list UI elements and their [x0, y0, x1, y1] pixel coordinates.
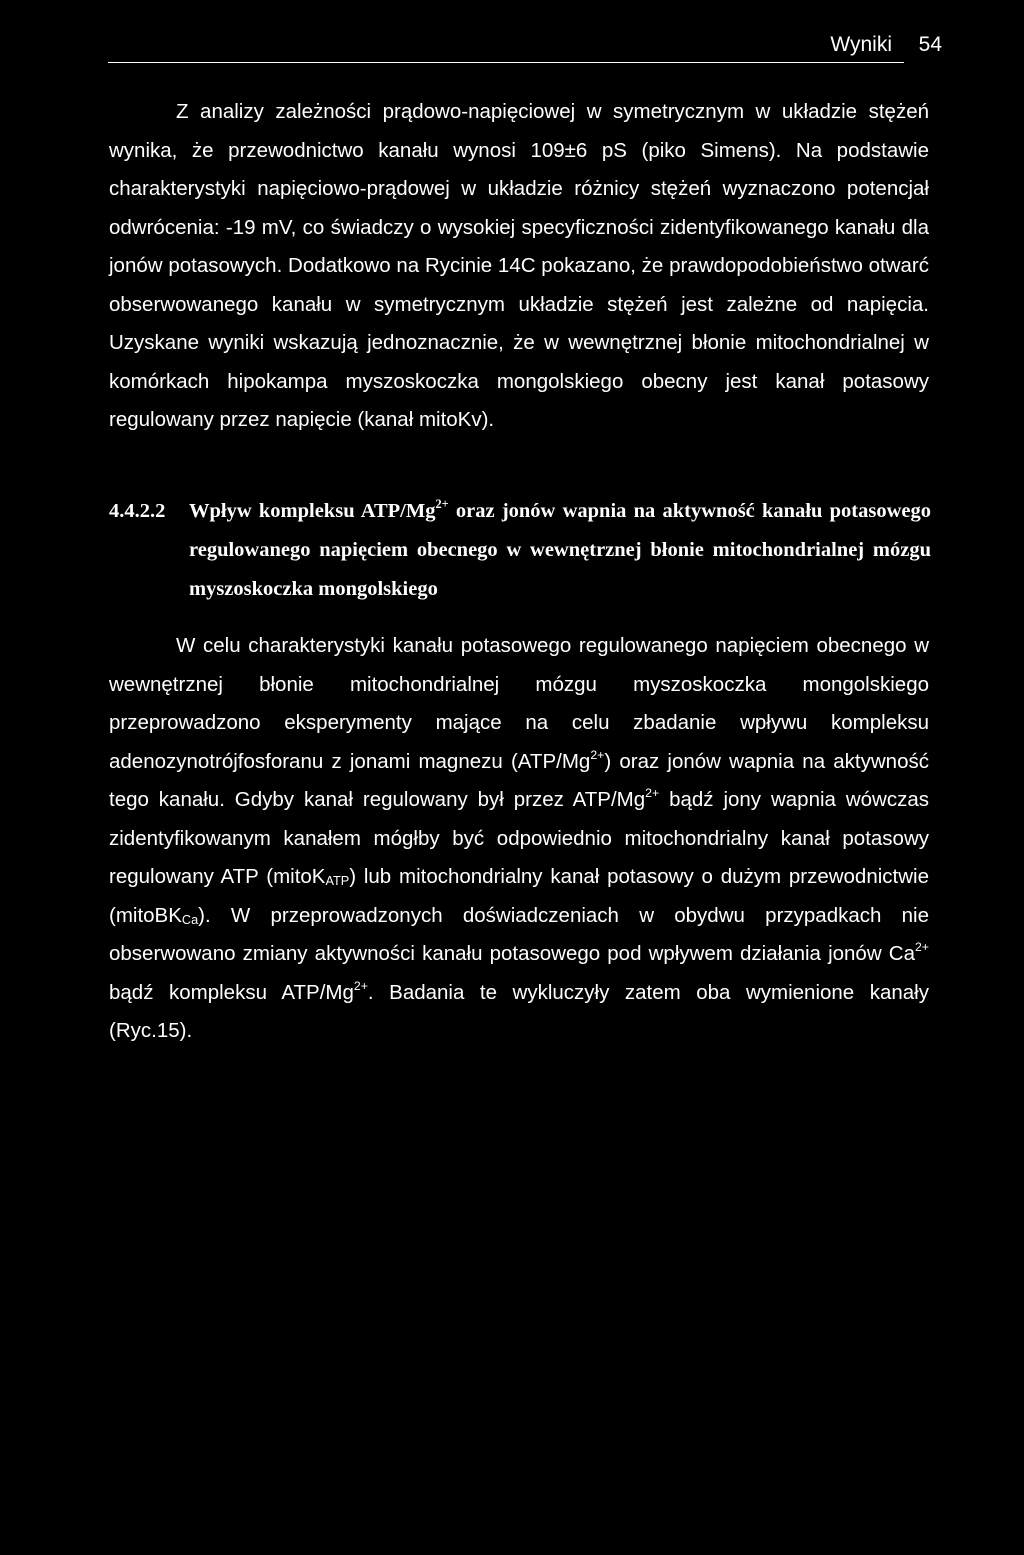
page-number: 54	[918, 33, 942, 56]
running-header-section: Wyniki	[830, 33, 892, 56]
section-heading	[109, 492, 931, 609]
body-paragraph-results: Z analizy zależności prądowo-napięciowej w symetrycznym w układzie stężeń wynika, że przewodnictwo kanału wynosi 109±6 pS (piko Simens). Na podstawie charakterystyki napięciowo-prądowej w układzie różnicy stężeń wyznaczono potencjał odwrócenia: -19 mV, co świadczy o wysokiej specyficzności zidentyfikowanego kanału dla jonów potasowych. Dodatkowo na Rycinie 14C pokazano, że prawdopodobieństwo otwarć obserwowanego kanału w symetrycznym układzie stężeń jest zależne od napięcia. Uzyskane wyniki wskazują jednoznacznie, że w wewnętrznej błonie mitochondrialnej w komórkach hipokampa myszoskoczka mongolskiego obecny jest kanał potasowy regulowany przez napięcie (kanał mitoKv).	[109, 100, 929, 431]
body-paragraph-atp-calcium: W celu charakterystyki kanału potasowego regulowanego napięciem obecnego w wewnętrznej błonie mitochondrialnej mózgu myszoskoczka mongolskiego przeprowadzono eksperymenty mające na celu zbadanie wpływu kompleksu adenozynotrójfosforanu z jonami magnezu $(ATP/Mg^{2+})$ oraz jonów wapnia na aktywność tego kanału. Gdyby kanał regulowany był przez ATP/$Mg^{2+}$ bądź jony wapnia wówczas zidentyfikowanym kanałem mógłby być odpowiednio mitochondrialny kanał potasowy regulowany ATP (mitoK$_{ATP}$) lub mitochondrialny kanał potasowy o dużym przewodnictwie (mitoBK$_{Ca}$). W przeprowadzonych doświadczeniach w obydwu przypadkach nie obserwowano zmiany aktywności kanału potasowego pod wpływem działania jonów $Ca^{2+}$ bądź kompleksu ATP/$Mg^{2+}$. Badania te wykluczyły zatem oba wymienione kanały (Ryc.15).	[109, 634, 929, 1042]
header-rule	[108, 62, 904, 63]
section-number: 4.4.2.2	[109, 500, 166, 522]
section-title: Wpływ kompleksu ATP/$Mg^{2+}$ oraz jonów wapnia na aktywność kanału potasowego regulowanego napięciem obecnego w wewnętrznej błonie mitochondrialnej mózgu myszoskoczka mongolskiego	[189, 496, 932, 600]
